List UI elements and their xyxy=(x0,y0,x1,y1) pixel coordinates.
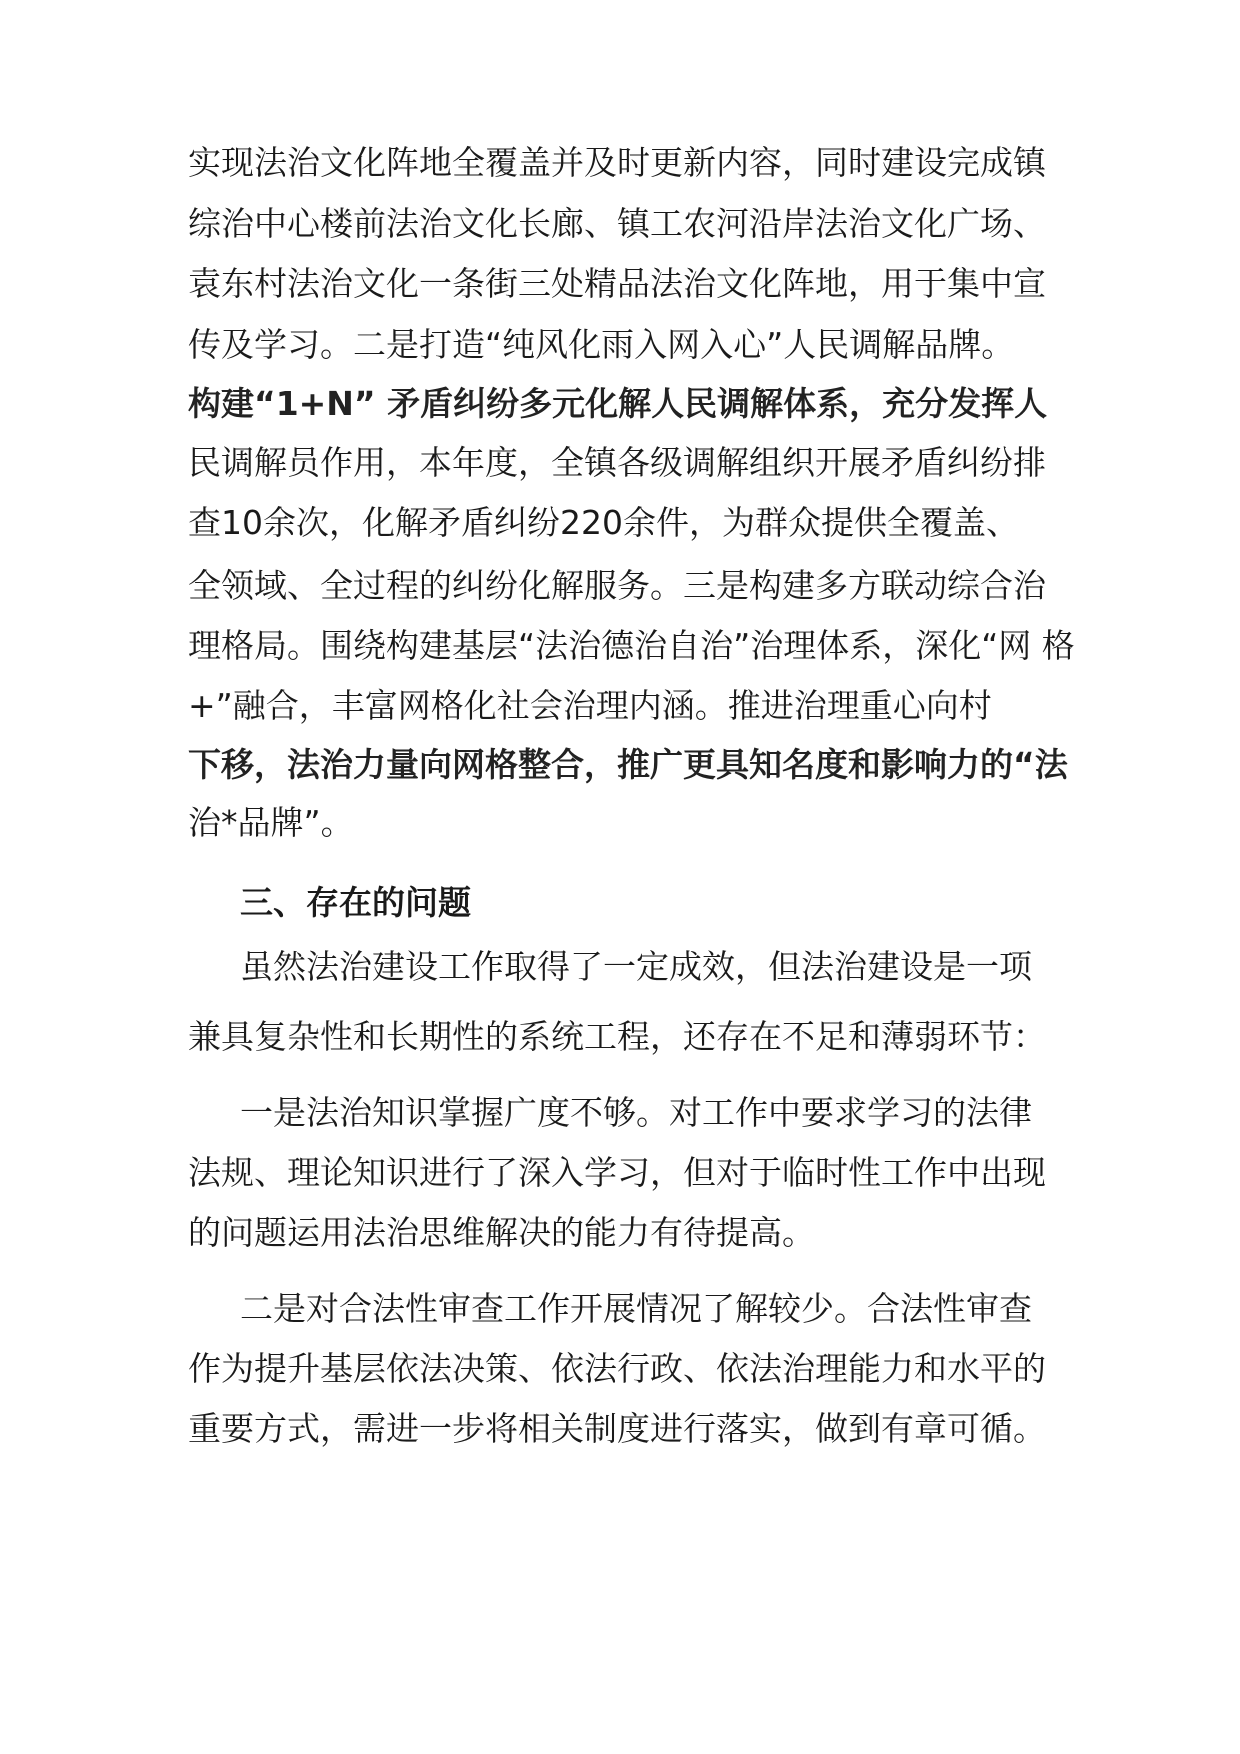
paragraph-line: 构建“1+N” 矛盾纠纷多元化解人民调解体系，充分发挥人 xyxy=(188,384,1048,423)
paragraph-line: 法规、理论知识进行了深入学习，但对于临时性工作中出现 xyxy=(188,1153,1046,1192)
paragraph-line: 袁东村法治文化一条街三处精品法治文化阵地，用于集中宣 xyxy=(188,264,1046,303)
paragraph-line: 二是对合法性审查工作开展情况了解较少。合法性审查 xyxy=(240,1289,1032,1328)
paragraph-line: 下移，法治力量向网格整合，推广更具知名度和影响力的“法 xyxy=(188,745,1068,784)
paragraph-line: 治*品牌”。 xyxy=(188,803,354,842)
paragraph-line: 民调解员作用，本年度，全镇各级调解组织开展矛盾纠纷排 xyxy=(188,443,1046,482)
paragraph-line: 实现法治文化阵地全覆盖并及时更新内容，同时建设完成镇 xyxy=(188,143,1046,182)
paragraph-line: 综治中心楼前法治文化长廊、镇工农河沿岸法治文化广场、 xyxy=(188,204,1046,243)
paragraph-line: 查10余次，化解矛盾纠纷220余件，为群众提供全覆盖、 xyxy=(188,503,1019,542)
paragraph-line: +”融合，丰富网格化社会治理内涵。推进治理重心向村 xyxy=(188,686,992,725)
paragraph-line: 传及学习。二是打造“纯风化雨入网入心”人民调解品牌。 xyxy=(188,325,1015,364)
paragraph-line: 全领域、全过程的纠纷化解服务。三是构建多方联动综合治 xyxy=(188,566,1046,605)
paragraph-line: 一是法治知识掌握广度不够。对工作中要求学习的法律 xyxy=(240,1093,1032,1132)
paragraph-line: 兼具复杂性和长期性的系统工程，还存在不足和薄弱环节： xyxy=(188,1017,1046,1056)
section-heading: 三、存在的问题 xyxy=(240,883,471,922)
paragraph-line: 理格局。围绕构建基层“法治德治自治”治理体系，深化“网 格 xyxy=(188,626,1075,665)
paragraph-line: 重要方式，需进一步将相关制度进行落实，做到有章可循。 xyxy=(188,1409,1046,1448)
paragraph-line: 的问题运用法治思维解决的能力有待提高。 xyxy=(188,1213,815,1252)
paragraph-line: 虽然法治建设工作取得了一定成效，但法治建设是一项 xyxy=(240,947,1032,986)
paragraph-line: 作为提升基层依法决策、依法行政、依法治理能力和水平的 xyxy=(188,1349,1046,1388)
